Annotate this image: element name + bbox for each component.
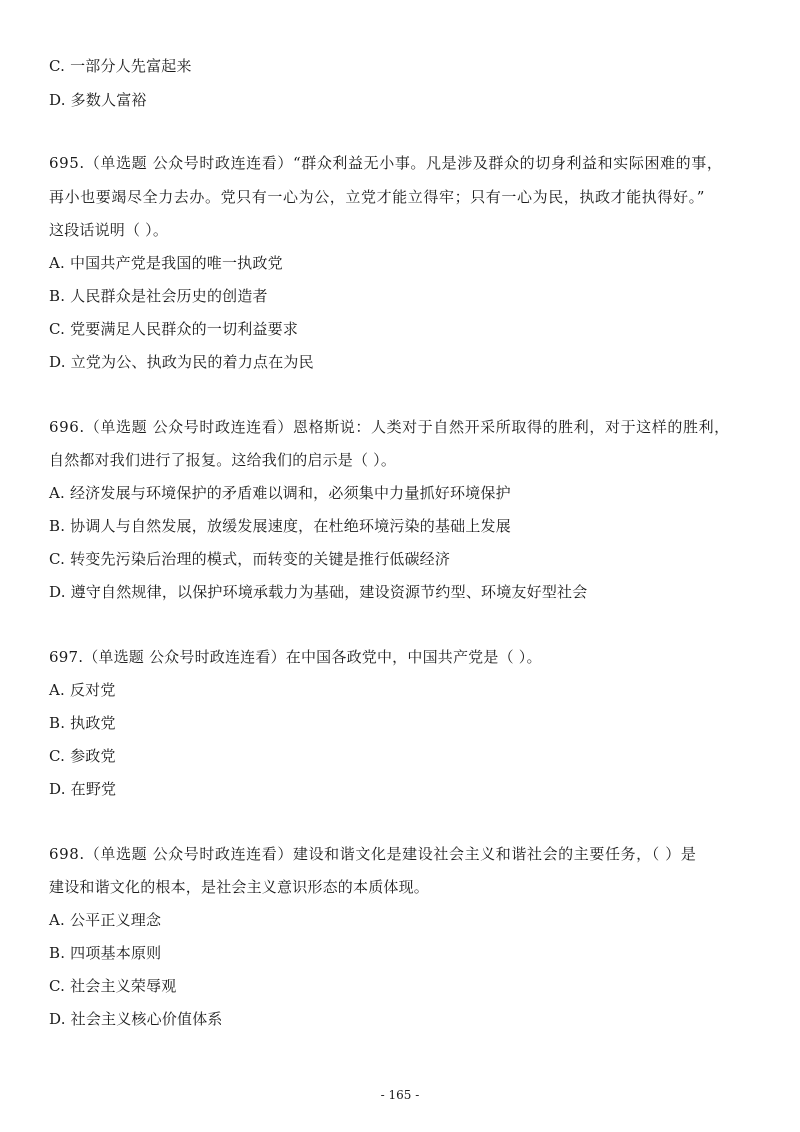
- question-695-option-c: C. 党要满足人民群众的一切利益要求: [49, 320, 299, 338]
- question-696-line-2: 自然都对我们进行了报复。这给我们的启示是（ ）。: [49, 451, 397, 469]
- question-695-line-2: 再小也要竭尽全力去办。党只有一心为公，立党才能立得牢；只有一心为民，执政才能执得好。”: [49, 188, 705, 206]
- question-695-option-b: B. 人民群众是社会历史的创造者: [49, 287, 268, 305]
- question-698-option-c: C. 社会主义荣辱观: [49, 977, 177, 995]
- question-698-option-a: A. 公平正义理念: [49, 911, 162, 929]
- question-696-option-b: B. 协调人与自然发展，放缓发展速度，在杜绝环境污染的基础上发展: [49, 517, 511, 535]
- question-697-option-a: A. 反对党: [49, 681, 116, 699]
- question-695-line-1: 695.（单选题 公众号时政连连看）“群众利益无小事。凡是涉及群众的切身利益和实际困难的事，: [49, 154, 723, 172]
- question-695-line-3: 这段话说明（ ）。: [49, 221, 169, 239]
- question-697-option-b: B. 执政党: [49, 714, 116, 732]
- question-695-option-a: A. 中国共产党是我国的唯一执政党: [49, 254, 283, 272]
- question-695-option-d: D. 立党为公、执政为民的着力点在为民: [49, 353, 314, 371]
- question-696-option-a: A. 经济发展与环境保护的矛盾难以调和，必须集中力量抓好环境保护: [49, 484, 511, 502]
- question-698-line-2: 建设和谐文化的根本，是社会主义意识形态的本质体现。: [49, 878, 430, 896]
- prev-option-c: C. 一部分人先富起来: [49, 57, 192, 75]
- question-696-option-d: D. 遵守自然规律，以保护环境承载力为基础，建设资源节约型、环境友好型社会: [49, 583, 588, 601]
- question-696-option-c: C. 转变先污染后治理的模式，而转变的关键是推行低碳经济: [49, 550, 451, 568]
- question-696-line-1: 696.（单选题 公众号时政连连看）恩格斯说：人类对于自然开采所取得的胜利，对于这样的胜利，: [49, 418, 730, 436]
- question-697-line-1: 697.（单选题 公众号时政连连看）在中国各政党中，中国共产党是（ ）。: [49, 648, 542, 666]
- question-698-option-d: D. 社会主义核心价值体系: [49, 1010, 223, 1028]
- question-698-option-b: B. 四项基本原则: [49, 944, 162, 962]
- prev-option-d: D. 多数人富裕: [49, 91, 147, 109]
- question-698-line-1: 698.（单选题 公众号时政连连看）建设和谐文化是建设社会主义和谐社会的主要任务，（ ）是: [49, 845, 697, 863]
- page-number: - 165 -: [380, 1088, 420, 1102]
- question-697-option-d: D. 在野党: [49, 780, 117, 798]
- question-697-option-c: C. 参政党: [49, 747, 116, 765]
